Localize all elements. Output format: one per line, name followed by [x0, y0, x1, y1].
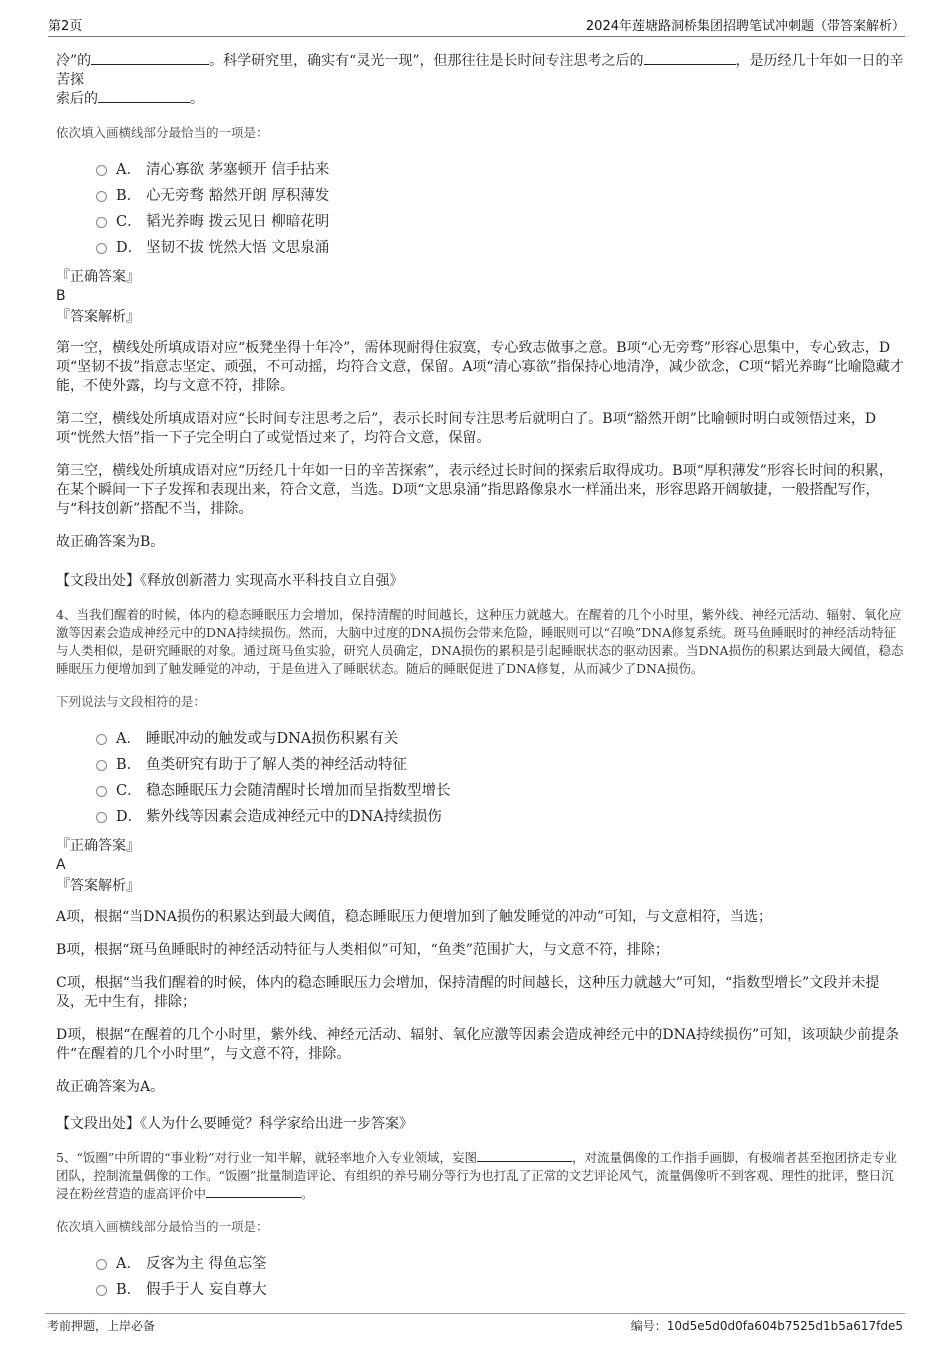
q5-options [56, 1251, 905, 1303]
footer-slogan: 考前押题，上岸必备 [47, 1319, 156, 1333]
q3-conclusion: 故正确答案为B。 [56, 534, 165, 550]
page-header [48, 10, 905, 37]
q4-analysis-b: B项，根据“斑马鱼睡眠时的神经活动特征与人类相似”可知，“鱼类”范围扩大，与文意不符，排除； [56, 942, 669, 958]
q3-option-a[interactable]: A． 清心寡欲 茅塞顿开 信手拈来 [96, 157, 905, 183]
blank-1 [91, 52, 209, 65]
q4-option-d[interactable]: D． 紫外线等因素会造成神经元中的DNA持续损伤 [96, 804, 905, 830]
q4-analysis-d: D项，根据“在醒着的几个小时里，紫外线、神经元活动、辐射、氧化应激等因素会造成神经元中的DNA持续损伤”可知，该项缺少前提条件“在醒着的几个小时里”，与文意不符，排除。 [56, 1027, 900, 1062]
q4-option-a[interactable]: A． 睡眠冲动的触发或与DNA损伤积累有关 [96, 726, 905, 752]
document-id: 编号：10d5e5d0d0fa604b7525d1b5a617fde5 [630, 1319, 903, 1333]
q3-options [56, 157, 905, 261]
radio-icon[interactable] [96, 1259, 107, 1270]
q3-analysis-2: 第二空，横线处所填成语对应“长时间专注思考之后”，表示长时间专注思考后就明白了。B项“豁然开朗”比喻顿时明白或领悟过来，D项“恍然大悟”指一下子完全明白了或觉悟过来了，均符合文意，保留。 [56, 411, 877, 446]
radio-icon[interactable] [96, 243, 107, 254]
q4-conclusion: 故正确答案为A。 [56, 1079, 165, 1095]
radio-icon[interactable] [96, 191, 107, 202]
q4-option-c[interactable]: C． 稳态睡眠压力会随清醒时长增加而呈指数型增长 [96, 778, 905, 804]
q4-analysis-label: 『答案解析』 [56, 878, 140, 894]
blank-2 [206, 1185, 301, 1198]
question-5 [56, 1149, 905, 1303]
q3-analysis-label: 『答案解析』 [56, 309, 140, 325]
q3-answer-label: 『正确答案』 [56, 269, 140, 285]
radio-icon[interactable] [96, 1285, 107, 1296]
q4-options [56, 726, 905, 830]
q5-option-a[interactable]: A． 反客为主 得鱼忘筌 [96, 1251, 905, 1277]
q5-passage: 5、“饭圈”中所谓的“事业粉”对行业一知半解，就轻率地介入专业领域，妄图 ，对流量偶像的工作指手画脚，有极端者甚至抱团挤走专业团队，控制流量偶像的工作。“饭圈”批量制造评论、有组织的养号刷分等行为也打乱了正常的文艺评论风气，流量偶像听不到客观、理性的批评，整日沉浸在粉丝营造的虚高评价中 。 [56, 1150, 898, 1201]
q4-analysis-c: C项，根据“当我们醒着的时候，体内的稳态睡眠压力会增加，保持清醒的时间越长，这种压力就越大”可知，“指数型增长”文段并未提及，无中生有，排除； [56, 975, 880, 1010]
q5-instruction: 依次填入画横线部分最恰当的一项是： [56, 1219, 269, 1234]
radio-icon[interactable] [96, 165, 107, 176]
q3-option-b[interactable]: B． 心无旁骛 豁然开朗 厚积薄发 [96, 183, 905, 209]
q4-answer: A [56, 857, 66, 873]
blank-2 [644, 52, 736, 65]
page-number: 第2页 [48, 19, 83, 34]
q3-instruction: 依次填入画横线部分最恰当的一项是： [56, 125, 269, 140]
blank-3 [98, 90, 190, 103]
radio-icon[interactable] [96, 786, 107, 797]
q3-option-c[interactable]: C． 韬光养晦 拨云见日 柳暗花明 [96, 209, 905, 235]
q3-analysis-3: 第三空，横线处所填成语对应“历经几十年如一日的辛苦探索”，表示经过长时间的探索后取得成功。B项“厚积薄发”形容长时间的积累，在某个瞬间一下子发挥和表现出来，符合文意，当选。D项“文思泉涌”指思路像泉水一样涌出来，形容思路开阔敏捷，一般搭配写作，与“科技创新”搭配不当，排除。 [56, 463, 893, 517]
q3-answer: B [56, 288, 66, 304]
document-body [56, 40, 905, 1303]
blank-1 [477, 1149, 572, 1162]
q3-analysis-1: 第一空，横线处所填成语对应“板凳坐得十年冷”，需体现耐得住寂寞，专心致志做事之意。B项“心无旁骛”形容心思集中，专心致志，D项“坚韧不拔”指意志坚定、顽强，不可动摇，均符合文意，保留。A项“清心寡欲”指保持心地清净，减少欲念，C项“韬光养晦”比喻隐藏才能，不使外露，均与文意不符，排除。 [56, 340, 904, 394]
q3-option-d[interactable]: D． 坚韧不拔 恍然大悟 文思泉涌 [96, 235, 905, 261]
q4-analysis-a: A项，根据“当DNA损伤的积累达到最大阈值，稳态睡眠压力便增加到了触发睡觉的冲动”可知，与文意相符，当选； [56, 909, 773, 925]
document-title: 2024年莲塘路洞桥集团招聘笔试冲刺题（带答案解析） [585, 19, 905, 34]
question-3 [56, 52, 905, 590]
radio-icon[interactable] [96, 760, 107, 771]
q4-answer-label: 『正确答案』 [56, 838, 140, 854]
radio-icon[interactable] [96, 217, 107, 228]
question-4 [56, 606, 905, 1133]
page-footer [45, 1313, 905, 1334]
q3-passage-continued: 冷”的 。科学研究里，确实有“灵光一现”，但那往往是长时间专注思考之后的 ，是历经几十年如一日的辛苦探 索后的 。 [56, 53, 904, 107]
radio-icon[interactable] [96, 812, 107, 823]
q4-option-b[interactable]: B． 鱼类研究有助于了解人类的神经活动特征 [96, 752, 905, 778]
q5-option-b[interactable]: B． 假手于人 妄自尊大 [96, 1277, 905, 1303]
q4-passage: 4、当我们醒着的时候，体内的稳态睡眠压力会增加，保持清醒的时间越长，这种压力就越大。在醒着的几个小时里，紫外线、神经元活动、辐射、氧化应激等因素会造成神经元中的DNA持续损伤。然而，大脑中过度的DNA损伤会带来危险，睡眠则可以“召唤”DNA修复系统。斑马鱼睡眠时的神经活动特征与人类相似，是研究睡眠的对象。通过斑马鱼实验，研究人员确定，DNA损伤的累积是引起睡眠状态的驱动因素。当DNA损伤的积累达到最大阈值，稳态睡眠压力便增加到了触发睡觉的冲动，于是鱼进入了睡眠状态。随后的睡眠促进了DNA修复，从而减少了DNA损伤。 [56, 607, 904, 676]
q4-instruction: 下列说法与文段相符的是： [56, 694, 207, 709]
q4-source: 【文段出处】《人为什么要睡觉？科学家给出进一步答案》 [56, 1116, 413, 1132]
radio-icon[interactable] [96, 734, 107, 745]
q3-source: 【文段出处】《释放创新潜力 实现高水平科技自立自强》 [56, 573, 404, 589]
